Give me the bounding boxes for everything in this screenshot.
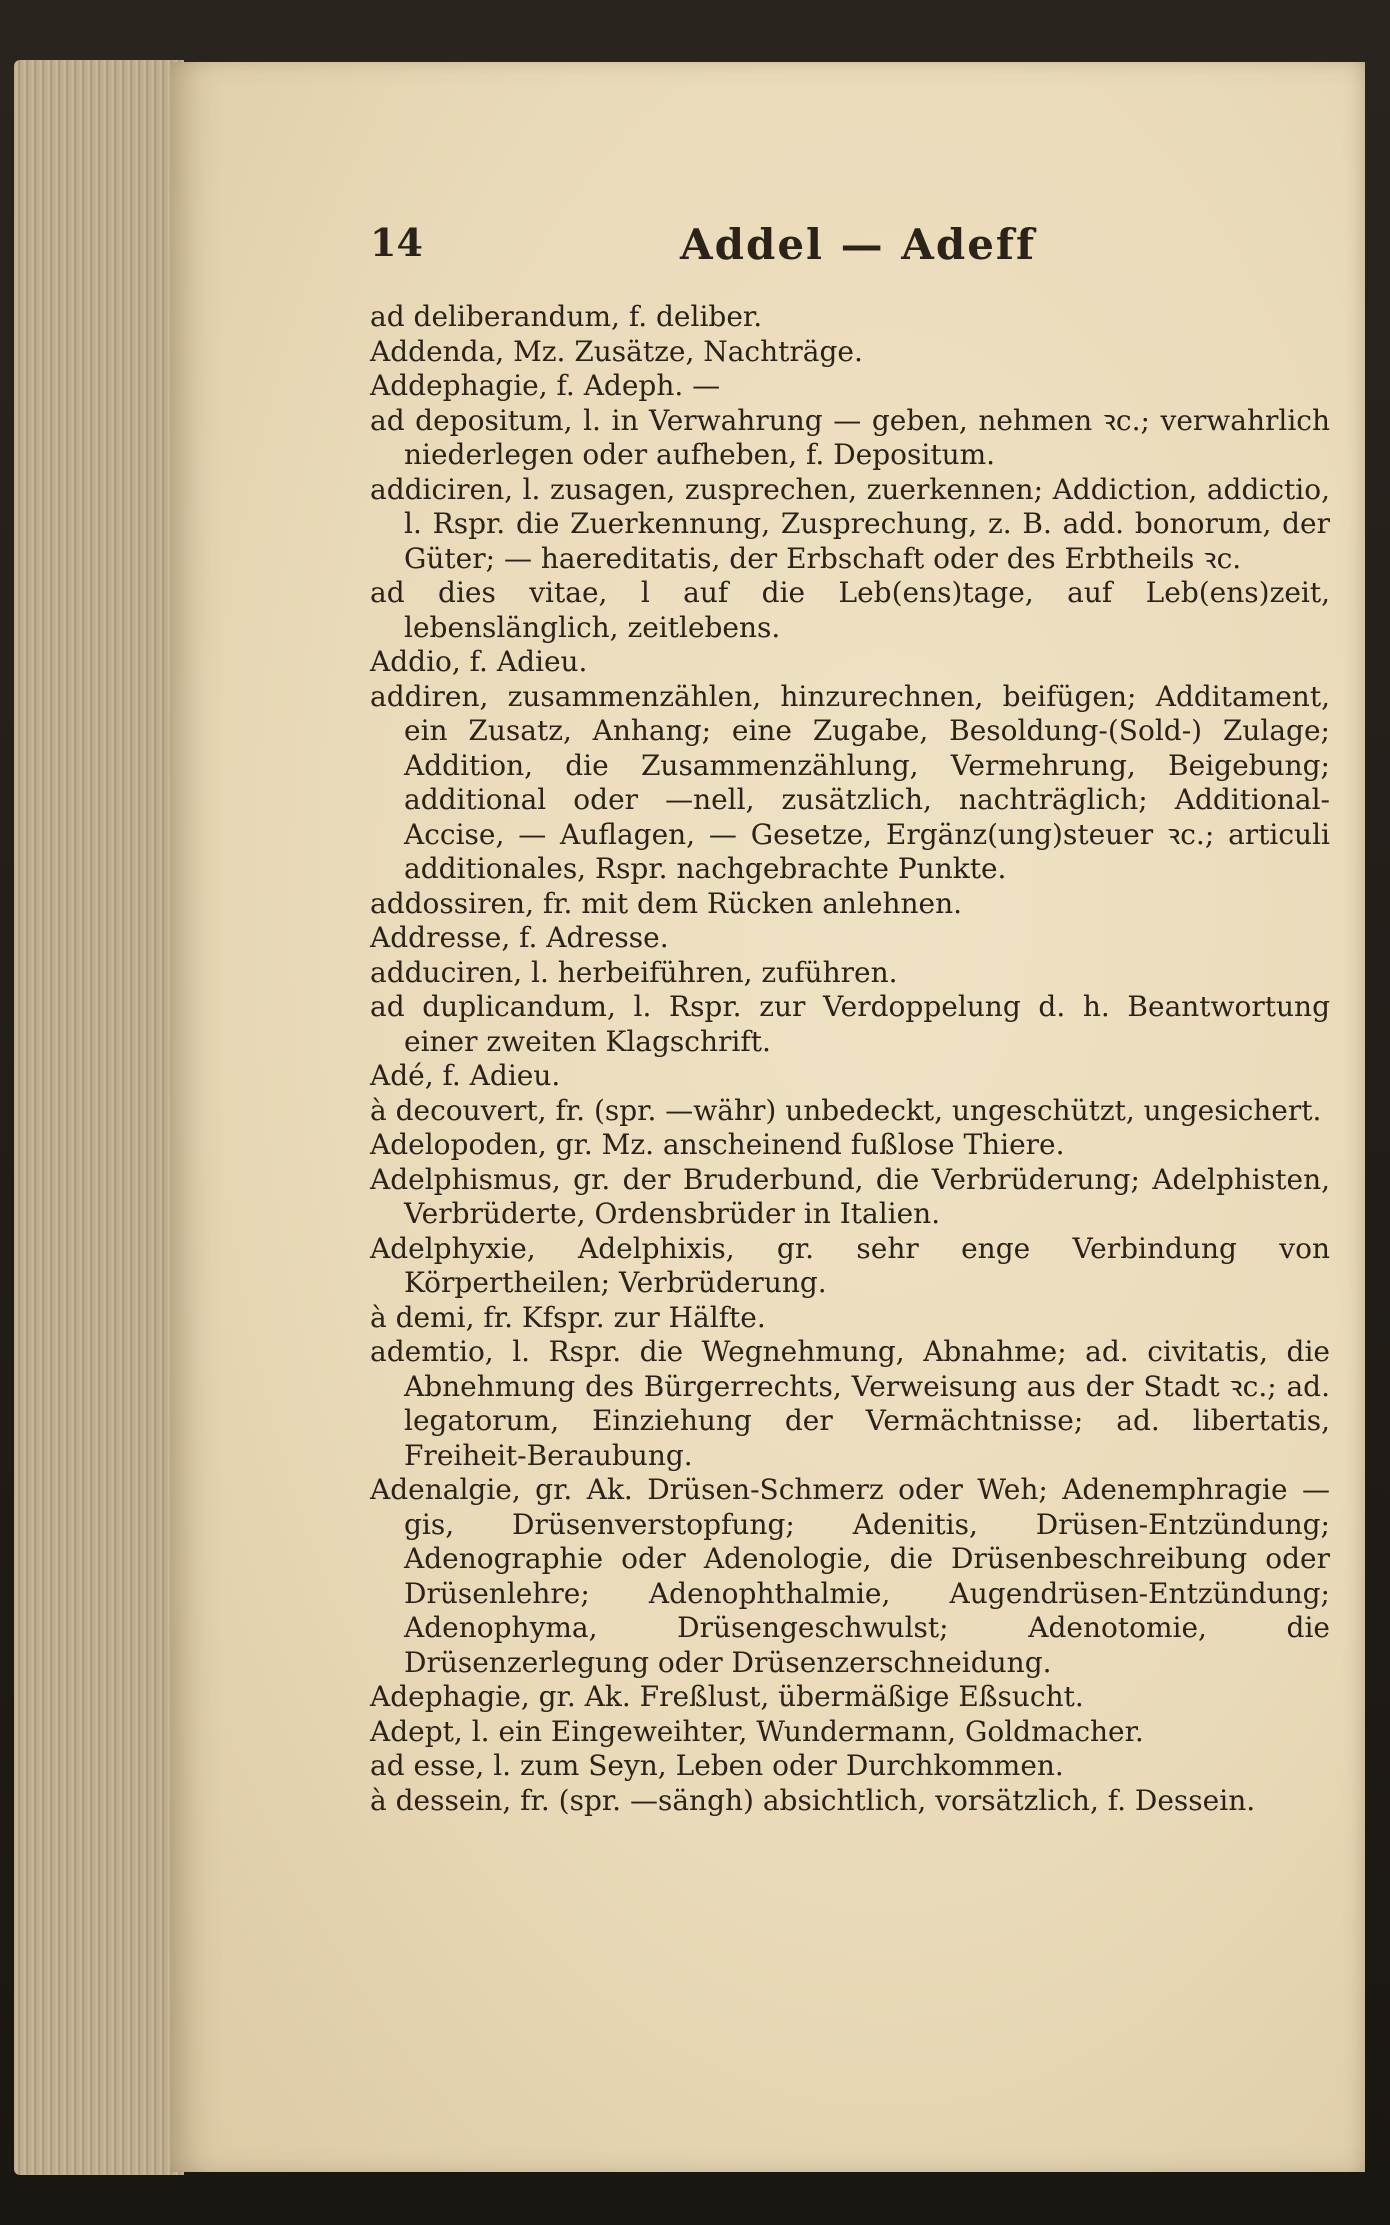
entry: ad duplicandum, l. Rspr. zur Verdoppelung d. h. Beantwortung einer zweiten Klagschrift. — [370, 990, 1330, 1058]
entry: Addenda, Mz. Zusätze, Nachträge. — [370, 334, 863, 368]
entry: Adephagie, gr. Ak. Freßlust, übermäßige Eßsucht. — [370, 1680, 1084, 1713]
entry: Addio, f. Adieu. — [370, 645, 588, 678]
entry: adduciren, l. herbeiführen, zuführen. — [370, 955, 898, 989]
entry: ad deliberandum, f. deliber. — [370, 300, 763, 333]
running-head: Addel — Adeff — [680, 220, 1037, 269]
entry: à demi, fr. Kfspr. zur Hälfte. — [370, 1300, 766, 1334]
entry: ademtio, l. Rspr. die Wegnehmung, Abnahme; ad. civitatis, die Abnehmung des Bürgerrechts, Verweisung aus der Stadt ꝛc.; ad. legatorum, Einziehung der Vermächtnisse; ad. libertatis, Freiheit-Beraubung. — [370, 1335, 1330, 1472]
entry: à decouvert, fr. (spr. —währ) unbedeckt, ungeschützt, ungesichert. — [370, 1093, 1322, 1127]
entry: ad depositum, l. in Verwahrung — geben, nehmen ꝛc.; verwahrlich niederlegen oder aufheben, f. Depositum. — [370, 403, 1330, 471]
entry: Adenalgie, gr. Ak. Drüsen-Schmerz oder Weh; Adenemphragie —gis, Drüsenverstopfung; Adenitis, Drüsen-Entzündung; Adenographie oder Adenologie, die Drüsenbeschreibung oder Drüsenlehre; Adenophthalmie, Augendrüsen-Entzündung; Adenophyma, Drüsengeschwulst; Adenotomie, die Drüsenzerlegung oder Drüsenzerschneidung. — [370, 1473, 1330, 1679]
dictionary-entries — [370, 300, 1330, 1818]
entry: Adept, l. ein Eingeweihter, Wundermann, Goldmacher. — [370, 1714, 1144, 1748]
entry: addiciren, l. zusagen, zusprechen, zuerkennen; Addiction, addictio, l. Rspr. die Zuerkennung, Zusprechung, z. B. add. bonorum, der Güter; — haereditatis, der Erbschaft oder des Erbtheils ꝛc. — [370, 472, 1330, 575]
entry: addossiren, fr. mit dem Rücken anlehnen. — [370, 886, 963, 920]
entry: Adé, f. Adieu. — [370, 1059, 561, 1092]
page-header — [370, 220, 1320, 270]
entry: Adelopoden, gr. Mz. anscheinend fußlose Thiere. — [370, 1128, 1065, 1161]
entry: addiren, zusammenzählen, hinzurechnen, beifügen; Additament, ein Zusatz, Anhang; eine Zugabe, Besoldung-(Sold-) Zulage; Addition, die Zusammenzählung, Vermehrung, Beigebung; additional oder —nell, zusätzlich, nachträglich; Additional-Accise, — Auflagen, — Gesetze, Ergänz(ung)steuer ꝛc.; articuli additionales, Rspr. nachgebrachte Punkte. — [370, 679, 1330, 885]
entry: Addresse, f. Adresse. — [370, 921, 669, 954]
entry: Addephagie, f. Adeph. — — [370, 369, 721, 402]
entry: à dessein, fr. (spr. —sängh) absichtlich, vorsätzlich, f. Dessein. — [370, 1783, 1256, 1817]
page-stack-edge — [14, 60, 184, 2175]
page-number: 14 — [370, 220, 423, 265]
entry: ad esse, l. zum Seyn, Leben oder Durchkommen. — [370, 1749, 1064, 1782]
entry: Adelphyxie, Adelphixis, gr. sehr enge Verbindung von Körpertheilen; Verbrüderung. — [370, 1231, 1330, 1299]
entry: Adelphismus, gr. der Bruderbund, die Verbrüderung; Adelphisten, Verbrüderte, Ordensbrüder in Italien. — [370, 1162, 1330, 1230]
entry: ad dies vitae, l auf die Leb(ens)tage, auf Leb(ens)zeit, lebenslänglich, zeitlebens. — [370, 576, 1330, 644]
